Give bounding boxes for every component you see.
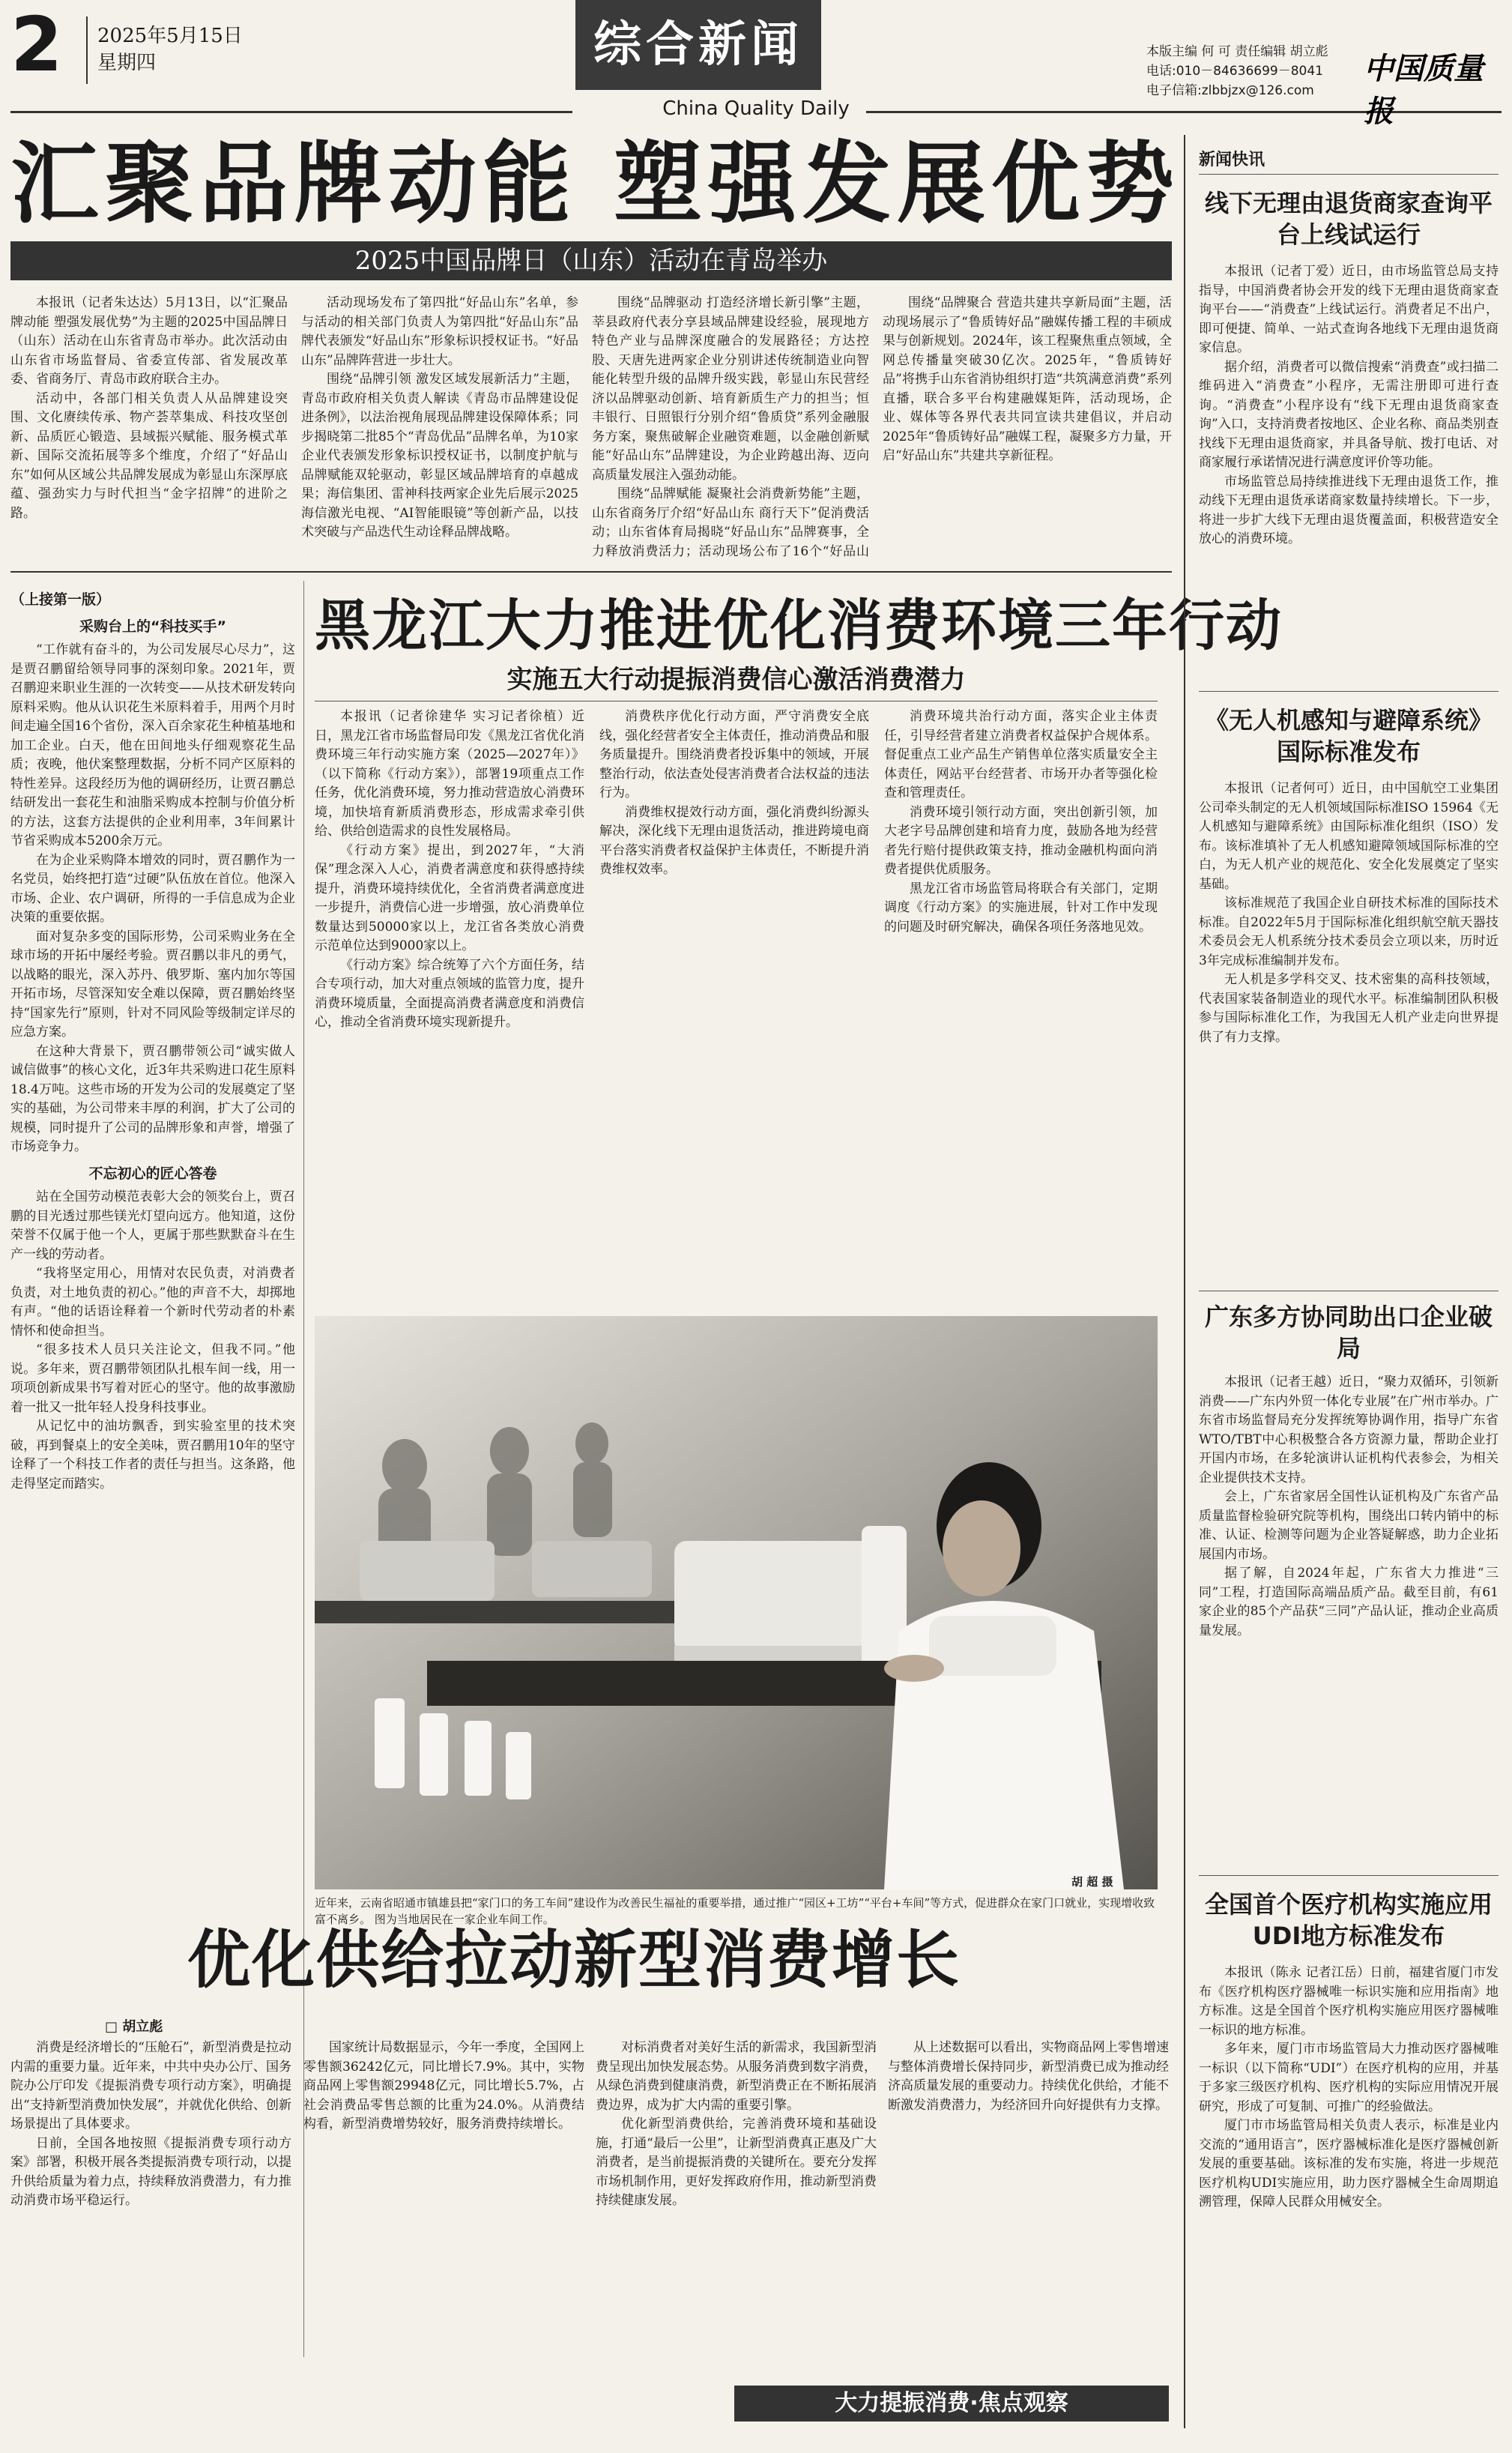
- lead-paragraph: 活动中，各部门相关负责人从品牌建设突围、文化赓续传承、物产荟萃集成、科技攻坚创新、品质匠心锻造、县域振兴赋能、服务模式革新、国际交流拓展等多个维度，介绍了“好品山东”如何从区域公共品牌发展成为彰显山东深厚底蕴、强劲实力与时代担当“金字招牌”的进阶之路。: [10, 390, 288, 521]
- sidebar-story-body: [1199, 1373, 1499, 1868]
- lead-paragraph: 围绕“品牌赋能 凝聚社会消费新势能”主题，山东省商务厅介绍“好品山东 商行天下”促消费活动；山东省体育局揭晓“好品山东”品牌赛事，全力释放消费活力；活动现场公布了16个“好品山: [592, 486, 869, 559]
- left-story-paragraph: 在为企业采购降本增效的同时，贾召鹏作为一名党员，始终把打造“过硬”队伍放在首位。他深入市场、企业、农户调研，所得的一手信息成为企业决策的重要依据。: [10, 852, 295, 925]
- heilongjiang-paragraph: 消费维权提效行动方面，强化消费纠纷源头解决，深化线下无理由退货活动，推进跨境电商平台落实消费者权益保护主体责任，不断提升消费维权效率。: [599, 804, 869, 877]
- sidebar-paragraph: 会上，广东省家居全国性认证机构及广东省产品质量监督检验研究院等机构，围绕出口转内销中的标准、认证、检测等问题为企业答疑解惑，助力企业拓展国内市场。: [1199, 1489, 1499, 1562]
- phone-line: 电话:010－84636699－8041: [1146, 64, 1323, 79]
- left-story-heading: 采购台上的“科技买手”: [79, 618, 226, 635]
- supply-column-4: [888, 2039, 1169, 2376]
- sidebar-paragraph: 市场监管总局持续推进线下无理由退货工作，推动线下无理由退货承诺商家数量持续增长。下一步，将进一步扩大线下无理由退货覆盖面，积极营造安全放心的消费环境。: [1199, 474, 1499, 546]
- sidebar-paragraph: 本报讯（记者王越）近日，“聚力双循环，引领新消费——广东内外贸一体化专业展”在广州市举办。广东省市场监督局充分发挥统筹协调作用，指导广东省WTO/TBT中心积极整合各方资源力量，帮助企业打开国内市场，在多轮演讲认证机构代表参会，为相关企业提供技术支持。: [1199, 1375, 1499, 1485]
- lead-column-4: [883, 294, 1172, 561]
- page-number: 2: [10, 1, 63, 88]
- left-story-paragraph: 站在全国劳动模范表彰大会的领奖台上，贾召鹏的目光透过那些镁光灯望向远方。他知道，这份荣誉不仅属于他一个人，更属于那些默默奋斗在生产一线的劳动者。: [10, 1189, 295, 1262]
- sidebar-story-title: 广东多方协同助出口企业破局: [1204, 1303, 1493, 1363]
- heilongjiang-paragraph: 《行动方案》提出，到2027年，“大消保”理念深入人心，消费者满意度和获得感持续提升，消费环境持续优化，全省消费者满意度进一步提升，消费信心进一步增强，放心消费单位数量达到50000家以上，龙江省各类放心消费示范单位达到9000家以上。: [315, 842, 584, 953]
- sidebar-label-rule: [1199, 174, 1499, 175]
- lead-column-1: [10, 294, 288, 561]
- sidebar-rule: [1199, 691, 1499, 692]
- supply-paragraph: 优化新型消费供给，完善消费环境和基础设施，打通“最后一公里”，让新型消费真正惠及广大消费者，是当前提振消费的关键所在。要充分发挥市场机制作用，更好发挥政府作用，推动新型消费持续健康发展。: [596, 2116, 877, 2208]
- left-story-paragraph: 从记忆中的油坊飘香，到实验室里的技术突破，再到餐桌上的安全美味，贾召鹏用10年的坚守诠释了一个科技工作者的责任与担当。这条路，他走得坚定而踏实。: [10, 1419, 295, 1491]
- lead-headline: 汇聚品牌动能 塑强发展优势: [10, 132, 1181, 235]
- lead-paragraph: 围绕“品牌驱动 打造经济增长新引擎”主题，莘县政府代表分享县域品牌建设经验，展现地方特色产业与品牌深度融合的发展路径；方达控股、天唐先进两家企业分别讲述传统制造业向智能化转型升级的品牌升级实践，彰显山东民营经济以品牌驱动创新、培育新质生产力的担当；恒丰银行、日照银行分别介绍“鲁质贷”系列金融服务方案，聚焦破解企业融资难题，以金融创新赋能“好品山东”品牌建设，为企业跨越出海、迈向高质量发展注入强劲动能。: [592, 295, 869, 483]
- heilongjiang-paragraph: 本报讯（记者徐建华 实习记者徐植）近日，黑龙江省市场监督局印发《黑龙江省优化消费环境三年行动实施方案（2025—2027年）》（以下简称《行动方案》），部署19项重点工作任务，优化消费环境，努力推动营造放心消费环境，加快培育新质消费形态，形成需求牵引供给、供给创造需求的良性发展格局。: [315, 709, 584, 839]
- supply-column-3: [596, 2039, 877, 2376]
- sidebar-paragraph: 无人机是多学科交叉、技术密集的高科技领域，代表国家装备制造业的现代水平。标准编制团队积极参与国际标准化工作，为我国无人机产业走向世界提供了有力支撑。: [1199, 972, 1499, 1045]
- lead-paragraph: 活动现场发布了第四批“好品山东”名单，参与活动的相关部门负责人为第四批“好品山东”品牌代表颁发“好品山东”形象标识授权证书。“好品山东”品牌阵营进一步壮大。: [301, 295, 578, 368]
- lead-column-3: [592, 294, 869, 561]
- heilongjiang-paragraph: 消费秩序优化行动方面，严守消费安全底线，强化经营者安全主体责任，推动消费品和服务质量提升。围绕消费者投诉集中的领域，开展整治行动，依法查处侵害消费者合法权益的违法行为。: [599, 709, 869, 800]
- left-story-paragraph: 面对复杂多变的国际形势，公司采购业务在全球市场的开拓中屡经考验。贾召鹏以非凡的勇气，以战略的眼光，深入苏丹、俄罗斯、塞内加尔等国开拓市场，尽管深知安全难以保障，贾召鹏始终坚持“国家先行”原则，针对不同风险等级制定详尽的应急方案。: [10, 929, 295, 1040]
- left-story-heading: 不忘初心的匠心答卷: [88, 1165, 217, 1182]
- editor-line: 本版主编 何 可 责任编辑 胡立彪: [1146, 44, 1328, 59]
- heilongjiang-headline: 黑龙江大力推进优化消费环境三年行动: [315, 594, 1283, 658]
- lead-column-2: [301, 294, 578, 561]
- sidebar-paragraph: 厦门市市场监管局相关负责人表示，标准是业内交流的“通用语言”，医疗器械标准化是医疗器械创新发展的重要基础。该标准的发布实施，将进一步规范医疗机构UDI实施应用，助力医疗器械全生命周期追溯管理，保障人民群众用械安全。: [1199, 2118, 1499, 2209]
- supply-paragraph: 国家统计局数据显示，今年一季度，全国网上零售额36242亿元，同比增长7.9%。其中，实物商品网上零售额29948亿元，同比增长5.7%，占社会消费品零售总额的比重为24.0%。从消费结构看，新型消费增势较好，服务消费持续增长。: [303, 2040, 584, 2131]
- date-text: 2025年5月15日: [97, 25, 243, 47]
- heilongjiang-paragraph: 黑龙江省市场监管局将联合有关部门，定期调度《行动方案》的实施进展，针对工作中发现的问题及时研究解决，确保各项任务落地见效。: [884, 881, 1158, 935]
- left-story-paragraph: 在这种大背景下，贾召鹏带领公司“诚实做人 诚信做事”的核心文化，近3年共采购进口花生原料18.4万吨。这些市场的开发为公司的发展奠定了坚实的基础，为公司带来丰厚的利润，扩大了公司的规模，同时提升了公司的品牌形象和声誉，增强了市场竞争力。: [10, 1043, 295, 1154]
- factory-worker-photo: [315, 1316, 1158, 1889]
- supply-paragraph: 对标消费者对美好生活的新需求，我国新型消费呈现出加快发展态势。从服务消费到数字消费，从绿色消费到健康消费，新型消费正在不断拓展消费边界，成为扩大内需的重要引擎。: [596, 2040, 877, 2113]
- photo-caption-text-2: 图为当地居民在一家企业车间工作。: [374, 1913, 554, 1926]
- sidebar-story-body: [1199, 779, 1499, 1283]
- supply-paragraph: 从上述数据可以看出，实物商品网上零售增速与整体消费增长保持同步，新型消费已成为推动经济高质量发展的重要动力。持续优化供给，才能不断激发消费潜力，为经济回升向好提供有力支撑。: [888, 2040, 1169, 2113]
- lead-paragraph: 围绕“品牌引领 激发区域发展新活力”主题，青岛市政府相关负责人解读《青岛市品牌建设促进条例》，以法治视角展现品牌建设保障体系；同步揭晓第二批85个“青岛优品”品牌名单，为10家企业代表颁发形象标识授权证书，以制度护航与品牌赋能双轮驱动，彰显区域品牌培育的卓越成果；海信集团、雷神科技两家企业先后展示2025海信激光电视、“AI智能眼镜”等创新产品，以技术突破与产品迭代生动诠释品牌战略。: [301, 372, 578, 540]
- supply-column-1: [10, 2039, 291, 2376]
- masthead-rule-left: [10, 111, 572, 113]
- supply-paragraph: 消费是经济增长的“压舱石”，新型消费是拉动内需的重要力量。近年来，中共中央办公厅、国务院办公厅印发《提振消费专项行动方案》，明确提出“支持新型消费加快发展”，并就优化供给、创新场景提出了具体要求。: [10, 2040, 291, 2131]
- sidebar-story-title: 线下无理由退货商家查询平台上线试运行: [1204, 189, 1493, 249]
- sidebar-rule: [1199, 1875, 1499, 1876]
- heilongjiang-subheadline: 实施五大行动提振消费信心激活消费潜力: [506, 665, 966, 695]
- sidebar-paragraph: 本报讯（记者何可）近日，由中国航空工业集团公司牵头制定的无人机领域国际标准ISO 15964《无人机感知与避障系统》由国际标准化组织（ISO）发布。该标准填补了无人机感知避障领域国际标准的空白，为无人机产业的规范化、安全化发展奠定了坚实基础。: [1199, 781, 1499, 892]
- sidebar-paragraph: 多年来，厦门市市场监管局大力推动医疗器械唯一标识（以下简称“UDI”）在医疗机构的应用，并基于多家三级医疗机构、医疗机构的实际应用情况开展研究，形成了可复制、可推广的经验做法。: [1199, 2042, 1499, 2114]
- focus-label: 大力提振消费·焦点观察: [734, 2386, 1169, 2422]
- heilongjiang-paragraph: 消费环境引领行动方面，突出创新引领，加大老字号品牌创建和培育力度，鼓励各地为经营者先行赔付提供政策支持，推动金融机构面向消费者提供优质服务。: [884, 804, 1158, 877]
- sidebar-paragraph: 该标准规范了我国企业自研技术标准的国际技术标准。自2022年5月于国际标准化组织航空航天器技术委员会无人机系统分技术委员会立项以来，历时近3年完成标准编制并发布。: [1199, 896, 1499, 968]
- newspaper-logo: 中国质量报: [1364, 51, 1484, 129]
- supply-headline: 优化供给拉动新型消费增长: [187, 1923, 961, 1997]
- sidebar-paragraph: 据了解，自2024年起，广东省大力推进“三同”工程，打造国际高端品质产品。截至目前，有61家企业的85个产品获“三同”产品认证，推动企业高质量发展。: [1199, 1566, 1499, 1638]
- lead-paragraph: 围绕“品牌聚合 营造共建共享新局面”主题，活动现场展示了“鲁质铸好品”融媒传播工程的丰硕成果与创新规划。2024年，该工程聚焦重点领域，全网总传播量突破30亿次。2025年，“鲁质铸好品”将携手山东省消协组织打造“共筑满意消费”系列直播，联合多平台构建融媒矩阵，活动现场，企业、媒体等各界代表共同宣读共建倡议，并启动2025年“鲁质铸好品”融媒工程，凝聚多方力量，开启“好品山东”共建共享新征程。: [883, 295, 1172, 463]
- heilongjiang-column-1: [315, 707, 584, 1307]
- lead-paragraph: 本报讯（记者朱达达）5月13日，以“汇聚品牌动能 塑强发展优势”为主题的2025中国品牌日（山东）活动在山东省青岛市举办。此次活动由山东省市场监督局、省委宣传部、省发展改革委、省商务厅、青岛市政府联合主办。: [10, 295, 288, 387]
- weekday-text: 星期四: [97, 52, 157, 74]
- header-divider: [86, 16, 88, 84]
- sidebar-story-title: 全国首个医疗机构实施应用UDI地方标准发布: [1204, 1890, 1493, 1950]
- lead-subheadline: 2025中国品牌日（山东）活动在青岛举办: [10, 241, 1172, 280]
- sidebar-story-title: 《无人机感知与避障系统》国际标准发布: [1204, 706, 1493, 766]
- left-story-paragraph: “我将坚定用心，用情对农民负责，对消费者负责，对土地负责的初心。”他的声音不大，却掷地有声。“他的话语诠释着一个新时代劳动者的朴素情怀和使命担当。: [10, 1266, 295, 1339]
- supply-column-2: [303, 2039, 584, 2376]
- left-story-paragraph: “很多技术人员只关注论文，但我不同。”他说。多年来，贾召鹏带领团队扎根车间一线，用一项项创新成果书写着对匠心的坚守。他的故事激励着一批又一批年轻人投身科技事业。: [10, 1342, 295, 1415]
- sidebar-paragraph: 本报讯（记者丁爱）近日，由市场监管总局支持指导，中国消费者协会开发的线下无理由退货商家查询平台——“消费查”上线试运行。消费者足不出户，即可便捷、简单、一站式查询各地线下无理由退货商家信息。: [1199, 264, 1499, 355]
- heilongjiang-column-2: [599, 707, 869, 1307]
- supply-paragraph: 日前，全国各地按照《提振消费专项行动方案》部署，积极开展各类提振消费专项行动，以提升供给质量为着力点，持续释放消费潜力，有力推动消费市场平稳运行。: [10, 2135, 291, 2208]
- heilongjiang-paragraph: 《行动方案》综合统筹了六个方面任务，结合专项行动，加大对重点领域的监管力度，提升消费环境质量，全面提高消费者满意度和消费信心，推动全省消费环境实现新提升。: [315, 957, 584, 1030]
- photo-credit: 胡 超 摄: [1071, 1875, 1113, 1889]
- sidebar-story-body: [1199, 1964, 1499, 2428]
- photo-caption-text: 近年来，云南省昭通市镇雄县把“家门口的务工车间”建设作为改善民生福祉的重要举措，通过推广“园区+工坊”“平台+车间”等方式，促进群众在家门口就业，实现增收致富不离乡。: [315, 1896, 1155, 1926]
- sidebar-paragraph: 本报讯（陈永 记者江岳）日前，福建省厦门市发布《医疗机构医疗器械唯一标识实施和应用指南》地方标准。这是全国首个医疗机构实施应用医疗器械唯一标识的地方标准。: [1199, 1965, 1499, 2038]
- continued-marker: （上接第一版）: [10, 591, 111, 608]
- sidebar-divider: [1184, 135, 1185, 2428]
- section-banner: 综合新闻: [575, 0, 821, 90]
- lead-bottom-rule: [10, 571, 1172, 573]
- sidebar-paragraph: 据介绍，消费者可以微信搜索“消费查”或扫描二维码进入“消费查”小程序，无需注册即可进行查询。“消费查”小程序设有“线下无理由退货商家查询”入口，支持消费者按地区、企业名称、商品类别查找线下无理由退货商家，并具备导航、拨打电话、对商家履行承诺情况进行满意度评价等功能。: [1199, 359, 1499, 470]
- supply-author: 胡立彪: [122, 2019, 163, 2035]
- issue-date: [97, 22, 243, 76]
- sidebar-story-body: [1199, 262, 1499, 682]
- left-story-paragraph: “工作就有奋斗的，为公司发展尽心尽力”，这是贾召鹏留给领导同事的深刻印象。2021年，贾召鹏迎来职业生涯的一次转变——从技术研发转向原料采购。他从认识花生米原料着手，用两个月时间走遍全国16个省份，深入百余家花生种植基地和加工企业。白天，他在田间地头仔细观察花生品质；夜晚，他伏案整理数据，分析不同产区原料的特性差异。这段经历为他的调研经历，让贾召鹏总结研发出一套花生和油脂采购成本控制与价值分析的方法，这套方法提供的企业利用率，3年间累计节省采购成本5200余万元。: [10, 642, 295, 848]
- sidebar-column-label: 新闻快讯: [1199, 151, 1265, 169]
- heilongjiang-column-3: [884, 707, 1158, 1307]
- heilongjiang-paragraph: 消费环境共治行动方面，落实企业主体责任，引导经营者建立消费者权益保护合规体系。督促重点工业产品生产销售单位落实质量安全主体责任，网站平台经营者、市场开办者等强化检查和管理责任。: [884, 709, 1158, 800]
- email-line: 电子信箱:zlbbjzx@126.com: [1146, 83, 1314, 98]
- photo-illustration: [315, 1316, 1158, 1889]
- english-masthead: China Quality Daily: [662, 97, 850, 120]
- editor-info: [1146, 42, 1328, 100]
- supply-byline: □ 胡立彪: [105, 2019, 163, 2035]
